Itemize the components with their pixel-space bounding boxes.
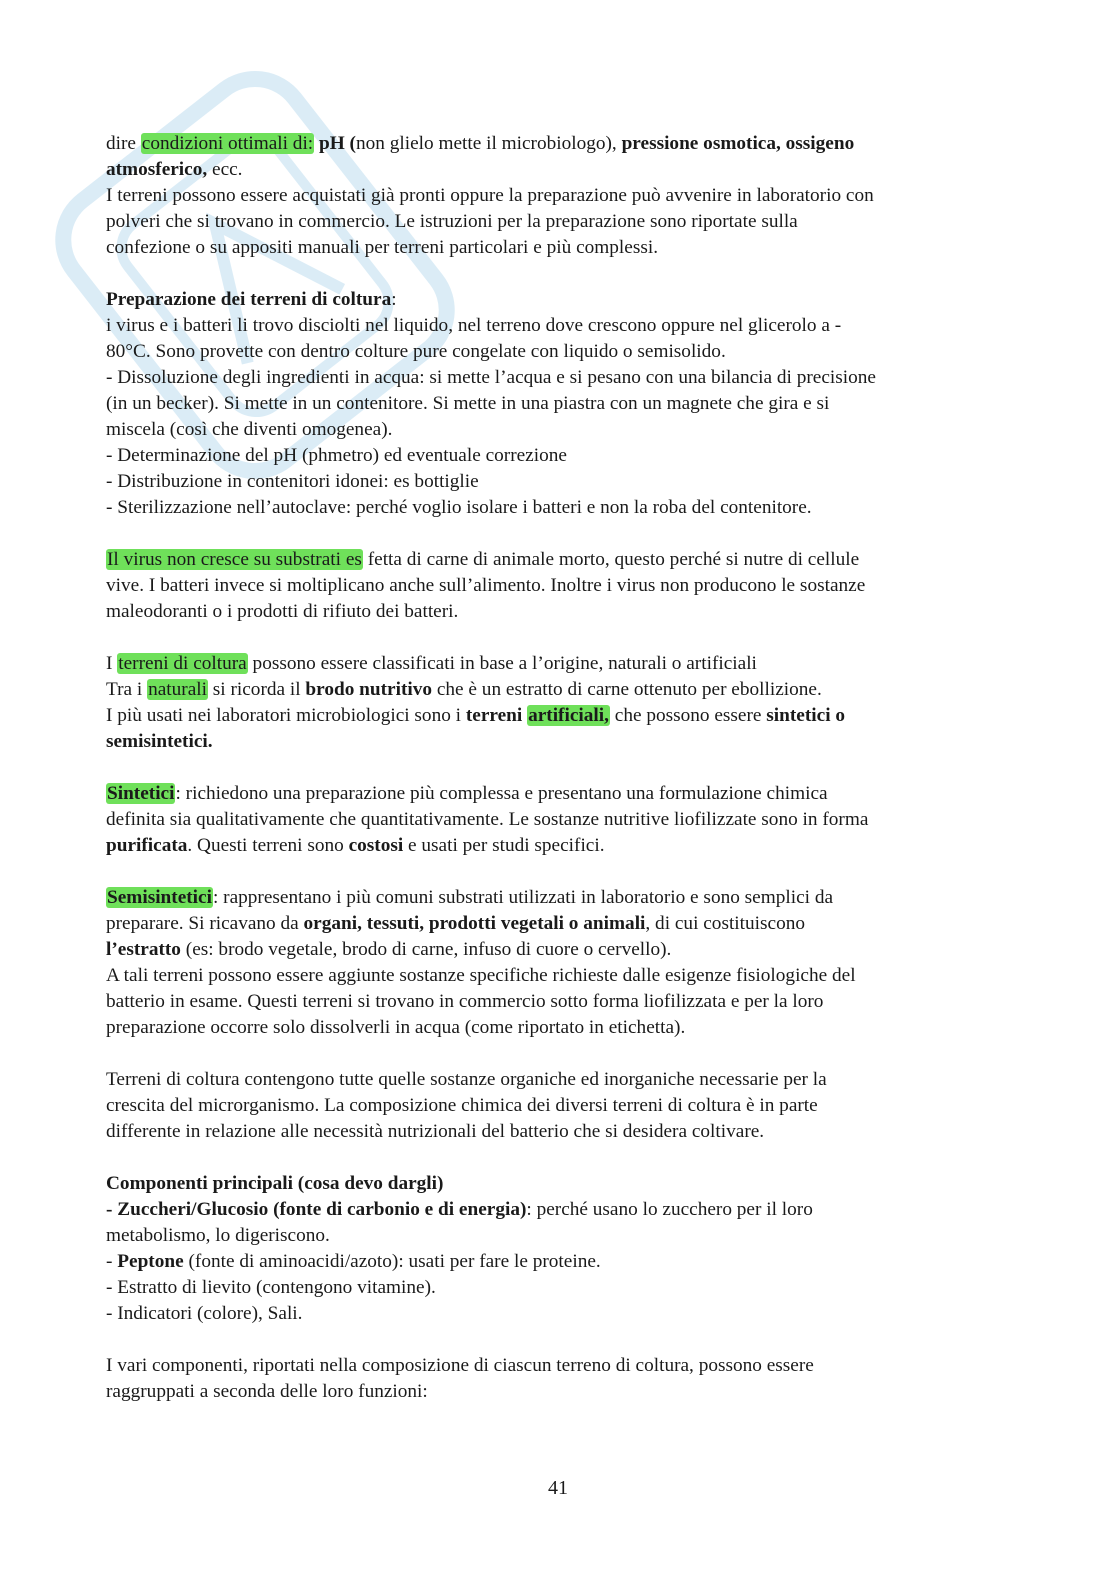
highlight: terreni di coltura: [118, 653, 247, 674]
highlight: Il virus non cresce su substrati es: [107, 549, 362, 570]
section-heading: Componenti principali (cosa devo dargli): [106, 1173, 444, 1194]
paragraph-preparation: Preparazione dei terreni di coltura: i virus e i batteri li trovo disciolti nel liquido, nel terreno dove crescono oppure nel glicerolo a - 80°C. Sono provette con dentro colture pure congelate con liquido o semisolido. - Dissoluzione degli ingredienti in acqua: si mette l’acqua e si pesano con una bilancia di precisione (in un becker). Si mette in un contenitore. Si mette in una piastra con un magnete che gira e si miscela (così che diventi omogenea). - Determinazione del pH (phmetro) ed eventuale correzione - Distribuzione in contenitori idonei: es bottiglie - Sterilizzazione nell’autoclave: perché voglio isolare i batteri e non la roba del contenitore.: [106, 287, 1016, 521]
paragraph-virus: Il virus non cresce su substrati es fetta di carne di animale morto, questo perché si nutre di cellule vive. I batteri invece si moltiplicano anche sull’alimento. Inoltre i virus non producono le sostanze maleodoranti o i prodotti di rifiuto dei batteri.: [106, 549, 866, 622]
highlight: artificiali,: [528, 705, 609, 726]
highlight: naturali: [148, 679, 207, 700]
paragraph-semisintetici: Semisintetici: rappresentano i più comuni substrati utilizzati in laboratorio e sono semplici da preparare. Si ricavano da organi, tessuti, prodotti vegetali o animali, di cui costituiscono l’estratto (es: brodo vegetale, brodo di carne, infuso di cuore o cervello). A tali terreni possono essere aggiunte sostanze specifiche richieste dalle esigenze fisiologiche del batterio in esame. Questi terreni si trovano in commercio sotto forma liofilizzata e per la loro preparazione occorre solo dissolverli in acqua (come riportato in etichetta).: [106, 887, 856, 1038]
highlight: Semisintetici: [107, 887, 212, 908]
paragraph-components: Componenti principali (cosa devo dargli) - Zuccheri/Glucosio (fonte di carbonio e di energia): perché usano lo zucchero per il loro metabolismo, lo digeriscono. - Peptone (fonte di aminoacidi/azoto): usati per fare le proteine. - Estratto di lievito (contengono vitamine). - Indicatori (colore), Sali.: [106, 1171, 1016, 1327]
paragraph-functions: I vari componenti, riportati nella composizione di ciascun terreno di coltura, possono essere raggruppati a seconda delle loro funzioni:: [106, 1355, 814, 1402]
paragraph-conditions: dire condizioni ottimali di: pH (non glielo mette il microbiologo), pressione osmotica, ossigeno atmosferico, ecc. I terreni possono essere acquistati già pronti oppure la preparazione può avvenire in laboratorio con polveri che si trovano in commercio. Le istruzioni per la preparazione sono riportate sulla confezione o su appositi manuali per terreni particolari e più complessi.: [106, 133, 874, 258]
paragraph-classification: I terreni di coltura possono essere classificati in base a l’origine, naturali o artificiali Tra i naturali si ricorda il brodo nutritivo che è un estratto di carne ottenuto per ebollizione. I più usati nei laboratori microbiologici sono i terreni artificiali, che possono essere sintetici o semisintetici.: [106, 653, 846, 752]
section-heading: Preparazione dei terreni di coltura:: [106, 289, 397, 310]
highlight: condizioni ottimali di:: [141, 133, 314, 154]
paragraph-sintetici: Sintetici: richiedono una preparazione più complessa e presentano una formulazione chimica definita sia qualitativamente che quantitativamente. Le sostanze nutritive liofilizzate sono in forma purificata. Questi terreni sono costosi e usati per studi specifici.: [106, 783, 869, 856]
highlight: Sintetici: [107, 783, 175, 804]
page-number: 41: [548, 1477, 568, 1499]
page-content: [106, 131, 1016, 1405]
paragraph-contents: Terreni di coltura contengono tutte quelle sostanze organiche ed inorganiche necessarie per la crescita del microrganismo. La composizione chimica dei diversi terreni di coltura è in parte differente in relazione alle necessità nutrizionali del batterio che si desidera coltivare.: [106, 1069, 827, 1142]
